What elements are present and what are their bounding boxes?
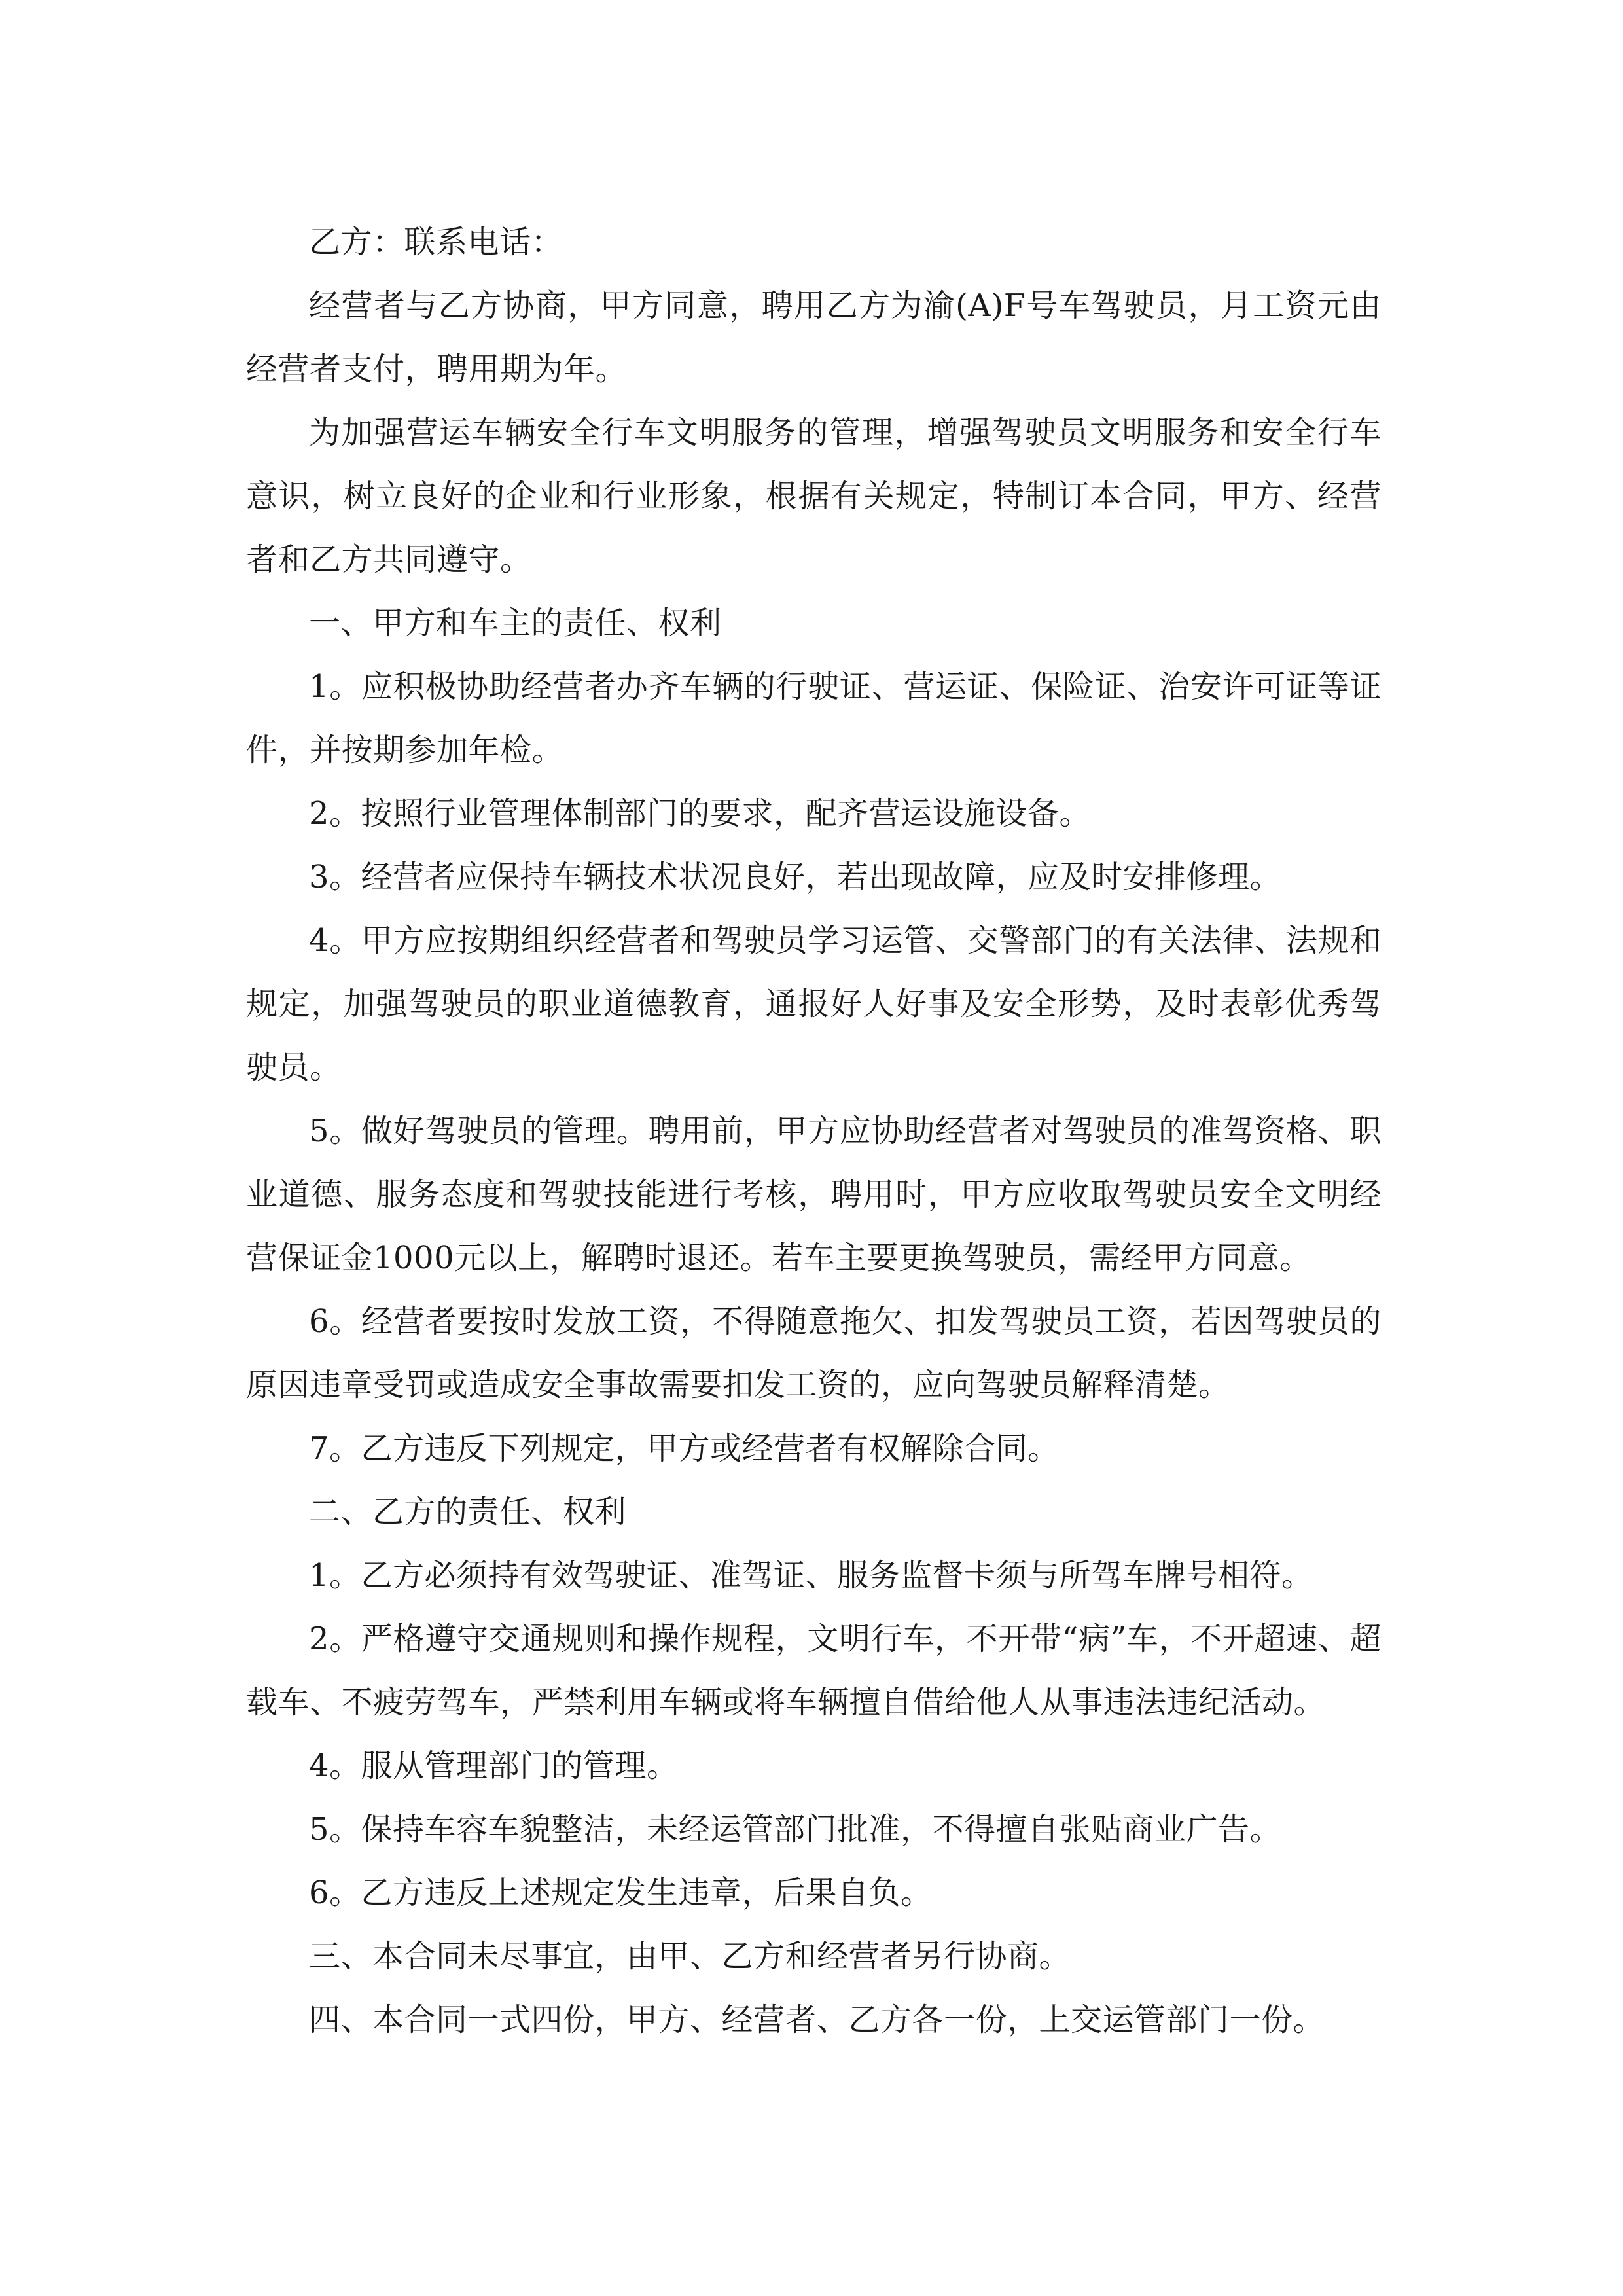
clause-b-6: 6。乙方违反上述规定发生违章，后果自负。 <box>309 1874 933 1911</box>
contract-purpose: 为加强营运车辆安全行车文明服务的管理，增强驾驶员文明服务和安全行车意识，树立良好的企业和行业形象，根据有关规定，特制订本合同，甲方、经营者和乙方共同遵守。 <box>246 414 1382 578</box>
clause-b-1: 1。乙方必须持有效驾驶证、准驾证、服务监督卡须与所驾车牌号相符。 <box>309 1557 1313 1594</box>
document-body <box>246 211 1382 2052</box>
clause-a-4: 4。甲方应按期组织经营者和驾驶员学习运管、交警部门的有关法律、法规和规定，加强驾驶员的职业道德教育，通报好人好事及安全形势，及时表彰优秀驾驶员。 <box>246 922 1382 1086</box>
clause-b-4: 4。服从管理部门的管理。 <box>309 1748 679 1784</box>
section-heading-party-a: 一、甲方和车主的责任、权利 <box>309 605 722 641</box>
clause-a-6: 6。经营者要按时发放工资，不得随意拖欠、扣发驾驶员工资，若因驾驶员的原因违章受罚或造成安全事故需要扣发工资的，应向驾驶员解释清楚。 <box>246 1303 1382 1403</box>
party-b-contact: 乙方：联系电话： <box>309 224 563 260</box>
section-four: 四、本合同一式四份，甲方、经营者、乙方各一份，上交运管部门一份。 <box>309 2001 1325 2038</box>
section-three: 三、本合同未尽事宜，由甲、乙方和经营者另行协商。 <box>309 1938 1071 1975</box>
section-heading-party-b: 二、乙方的责任、权利 <box>309 1494 627 1530</box>
clause-a-2: 2。按照行业管理体制部门的要求，配齐营运设施设备。 <box>309 795 1092 832</box>
clause-a-5: 5。做好驾驶员的管理。聘用前，甲方应协助经营者对驾驶员的准驾资格、职业道德、服务态度和驾驶技能进行考核，聘用时，甲方应收取驾驶员安全文明经营保证金1000元以上，解聘时退还。若车主要更换驾驶员，需经甲方同意。 <box>246 1113 1382 1276</box>
clause-b-2: 2。严格遵守交通规则和操作规程，文明行车，不开带“病”车，不开超速、超载车、不疲劳驾车，严禁利用车辆或将车辆擅自借给他人从事违法违纪活动。 <box>246 1621 1382 1721</box>
clause-b-5: 5。保持车容车貌整洁，未经运管部门批准，不得擅自张贴商业广告。 <box>309 1811 1282 1848</box>
employment-terms: 经营者与乙方协商，甲方同意，聘用乙方为渝(A)F号车驾驶员，月工资元由经营者支付，聘用期为年。 <box>246 287 1382 387</box>
clause-a-7: 7。乙方违反下列规定，甲方或经营者有权解除合同。 <box>309 1430 1060 1467</box>
clause-a-3: 3。经营者应保持车辆技术状况良好，若出现故障，应及时安排修理。 <box>309 859 1282 895</box>
clause-a-1: 1。应积极协助经营者办齐车辆的行驶证、营运证、保险证、治安许可证等证件，并按期参加年检。 <box>246 668 1382 768</box>
